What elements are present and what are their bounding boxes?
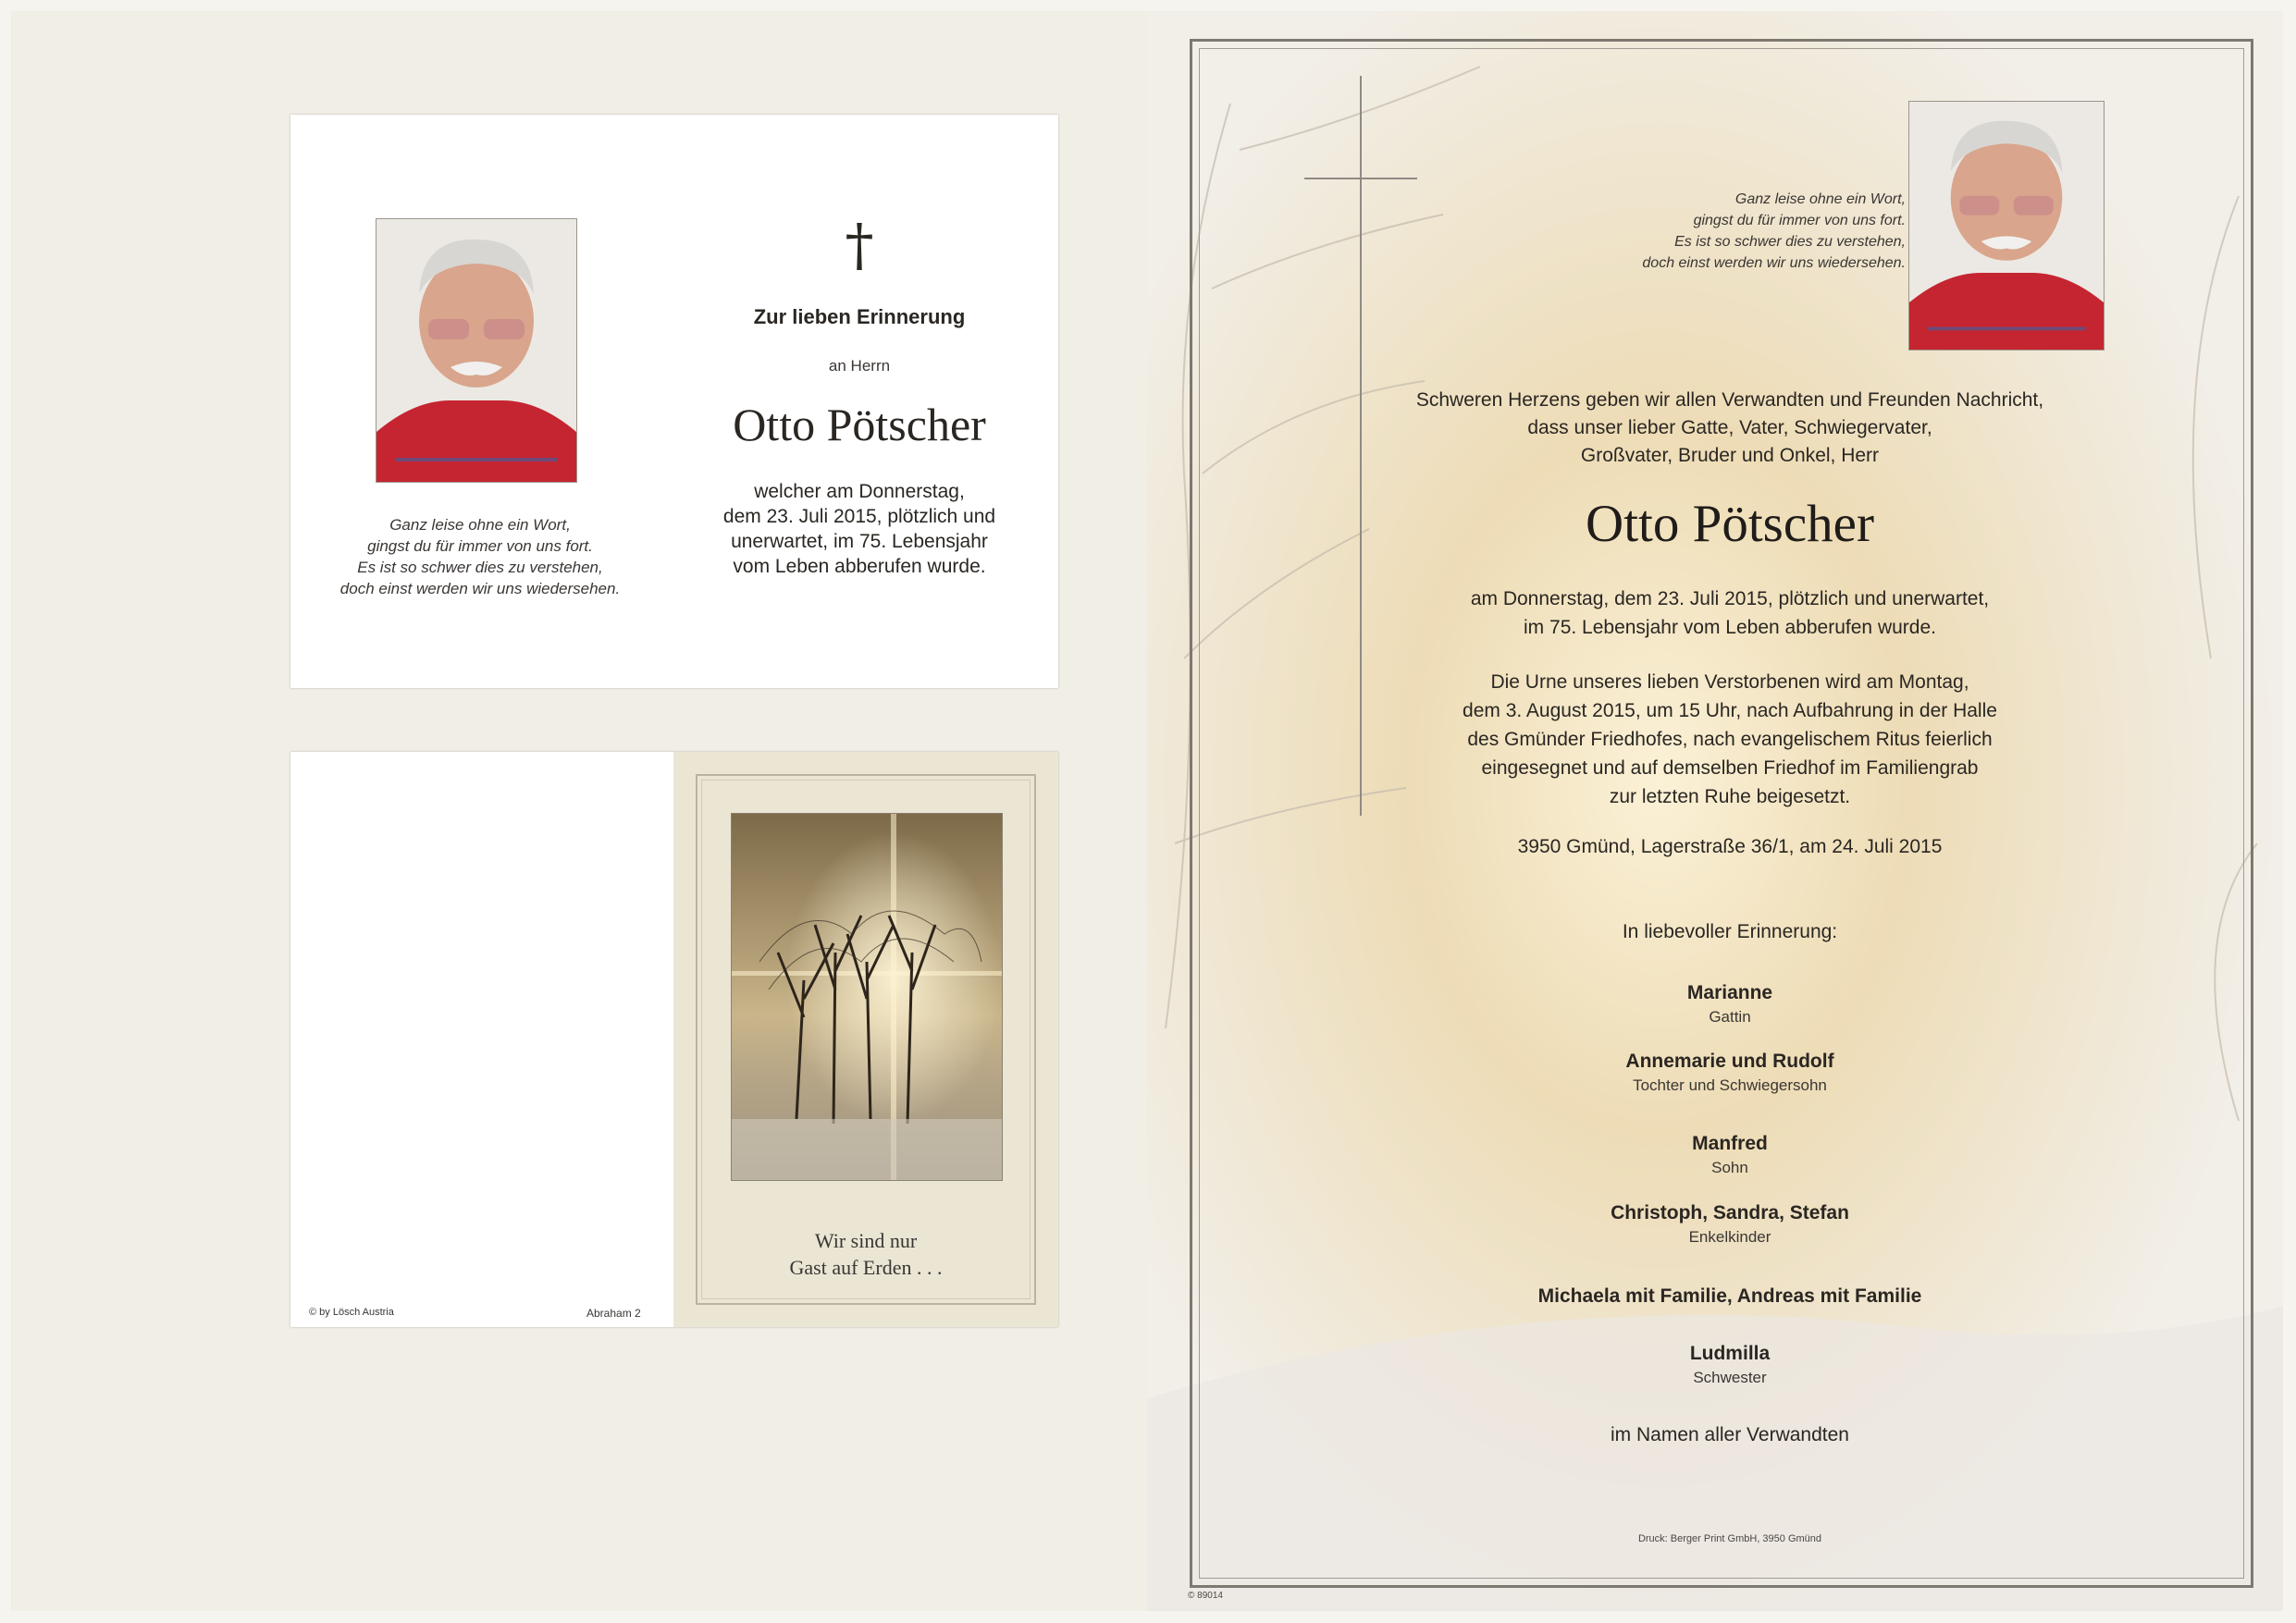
memorial-card-front [290, 115, 1058, 688]
card-heading: Zur lieben Erinnerung [753, 305, 966, 328]
family-member-relation: Schwester [1693, 1369, 1767, 1386]
cross-symbol: † [845, 211, 874, 278]
notice-place-date: 3950 Gmünd, Lagerstraße 36/1, am 24. Juli 2015 [1517, 836, 1943, 857]
notice-funeral-text: Die Urne unseres lieben Verstorbenen wird am Montag, dem 3. August 2015, um 15 Uhr, nach Aufbahrung in der Halle des Gmünder Friedhofes, nach evangelischem Ritus feierlich eingesegnet und auf demselben Friedhof im Familiengrab zur letzten Ruhe beigesetzt. [1463, 671, 1997, 807]
family-member-name: Christoph, Sandra, Stefan [1611, 1202, 1849, 1223]
notice-deceased-name: Otto Pötscher [1586, 495, 1874, 553]
portrait-photo [376, 218, 577, 483]
family-member [1360, 1051, 2100, 1095]
memorial-card-back [290, 752, 1058, 1327]
winter-trees-image [731, 813, 1003, 1181]
family-member-name: Ludmilla [1689, 1343, 1771, 1364]
family-member-relation: Sohn [1711, 1159, 1748, 1176]
notice-death-text: am Donnerstag, dem 23. Juli 2015, plötzlich und unerwartet, im 75. Lebensjahr vom Leben abberufen wurde. [1470, 588, 1990, 638]
family-member [1360, 1343, 2100, 1387]
family-member-name: Annemarie und Rudolf [1625, 1051, 1834, 1072]
notice-memory-heading: In liebevoller Erinnerung: [1622, 921, 1838, 942]
model-label: Abraham 2 [586, 1307, 641, 1320]
card-death-text: welcher am Donnerstag, dem 23. Juli 2015, plötzlich und unerwartet, im 75. Lebensjahr vom Leben abberufen wurde. [722, 481, 996, 577]
family-member [1360, 1285, 2100, 1308]
family-member-name: Manfred [1692, 1133, 1768, 1154]
card-picture-panel [673, 752, 1058, 1327]
printer-credit: Druck: Berger Print GmbH, 3950 Gmünd [1637, 1533, 1822, 1544]
notice-portrait-photo [1908, 101, 2105, 350]
card-salutation: an Herrn [828, 357, 891, 375]
family-member-relation: Enkelkinder [1688, 1228, 1771, 1246]
notice-intro: Schweren Herzens geben wir allen Verwandten und Freunden Nachricht, dass unser lieber Gatte, Vater, Schwiegervater, Großvater, Bruder und Onkel, Herr [1415, 389, 2044, 466]
family-member-name: Marianne [1686, 982, 1773, 1003]
family-member [1360, 982, 2100, 1027]
family-member [1360, 1202, 2100, 1247]
notice-code: © 89014 [1188, 1591, 1223, 1601]
cross-horizontal-line [1304, 178, 1417, 179]
notice-poem: Ganz leise ohne ein Wort, gingst du für immer von uns fort. Es ist so schwer dies zu verstehen, doch einst werden wir uns wiedersehen. [1642, 191, 1906, 271]
card-poem: Ganz leise ohne ein Wort, gingst du für immer von uns fort. Es ist so schwer dies zu verstehen, doch einst werden wir uns wiedersehen. [339, 516, 621, 597]
family-member-relation: Tochter und Schwiegersohn [1633, 1076, 1827, 1094]
death-notice [1147, 11, 2283, 1611]
deceased-name: Otto Pötscher [733, 399, 986, 450]
family-member [1360, 1133, 2100, 1177]
picture-caption: Wir sind nur Gast auf Erden . . . [789, 1229, 943, 1279]
copyright-text: © by Lösch Austria [309, 1307, 394, 1318]
family-member-name: Michaela mit Familie, Andreas mit Familie [1537, 1285, 1922, 1307]
notice-closing: im Namen aller Verwandten [1611, 1424, 1849, 1445]
family-member-relation: Gattin [1709, 1008, 1751, 1026]
